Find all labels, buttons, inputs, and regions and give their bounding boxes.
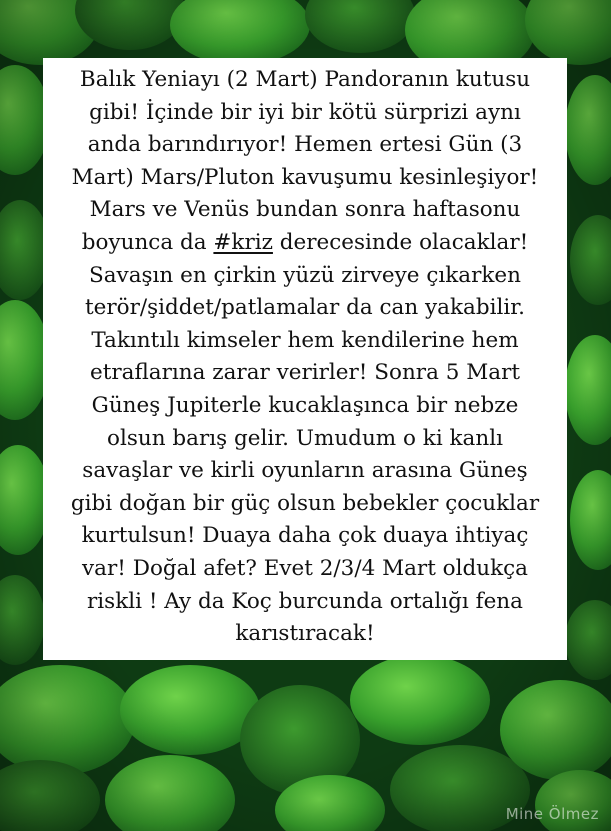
text-card xyxy=(43,58,567,660)
post-line-part: derecesinde olacaklar! xyxy=(272,229,529,255)
hashtag-link[interactable]: #kriz xyxy=(213,229,273,255)
post-line: etraflarına zarar verirler! Sonra 5 Mart xyxy=(90,360,520,386)
post-line: riskli ! Ay da Koç burcunda ortalığı fena xyxy=(87,588,523,614)
post-line: Balık Yeniayı (2 Mart) Pandoranın kutusu xyxy=(79,67,531,92)
post-line: var! Doğal afet? Evet 2/3/4 Mart oldukça xyxy=(82,555,528,581)
post-line: Savaşın en çirkin yüzü zirveye çıkarken xyxy=(89,262,521,288)
post-line: Takıntılı kimseler hem kendilerine hem xyxy=(91,327,519,353)
post-line: terör/şiddet/patlamalar da can yakabilir. xyxy=(85,295,525,321)
post-line: Mars ve Venüs bundan sonra haftasonu xyxy=(89,197,521,223)
post-line: olsun barış gelir. Umudum o ki kanlı xyxy=(107,425,503,451)
post-line: gibi doğan bir güç olsun bebekler çocuklar xyxy=(70,490,540,516)
post-line: Mart) Mars/Pluton kavuşumu kesinleşiyor! xyxy=(71,164,539,190)
post-line: Güneş Jupiterle kucaklaşınca bir nebze xyxy=(91,392,519,418)
post-line: karıstıracak! xyxy=(235,621,375,647)
post-line xyxy=(53,227,557,260)
watermark: Mine Ölmez xyxy=(505,805,599,823)
post-line: kurtulsun! Duaya daha çok duaya ihtiyaç xyxy=(81,523,529,549)
post-line: anda barındırıyor! Hemen ertesi Gün (3 xyxy=(87,132,523,158)
post-line-part: boyunca da xyxy=(81,229,214,255)
post-line: gibi! İçinde bir iyi bir kötü sürprizi aynı xyxy=(89,99,521,125)
post-line: savaşlar ve kirli oyunların arasına Güneş xyxy=(82,458,528,484)
